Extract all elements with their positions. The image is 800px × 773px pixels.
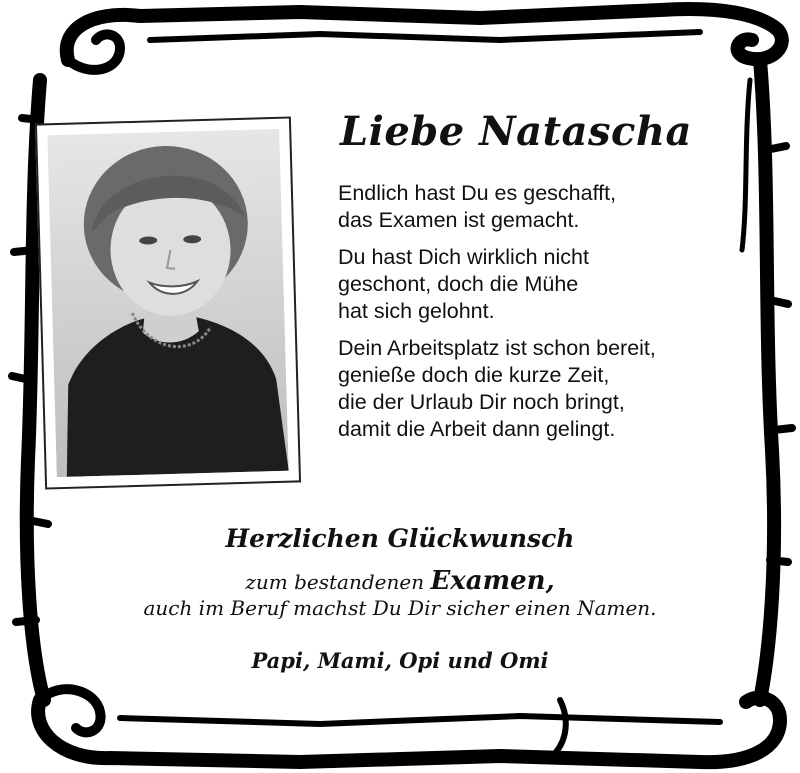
poem-line: damit die Arbeit dann gelingt. <box>338 417 616 441</box>
poem-line: Endlich hast Du es geschafft, <box>338 181 617 205</box>
poem-line: die der Urlaub Dir noch bringt, <box>338 390 625 414</box>
poem-line: hat sich gelohnt. <box>338 299 495 323</box>
portrait-photo <box>47 129 288 477</box>
poem-stanza-2 <box>338 244 738 325</box>
poem <box>338 180 738 453</box>
poem-line: genieße doch die kurze Zeit, <box>338 363 610 387</box>
signature: Papi, Mami, Opi und Omi <box>251 648 549 673</box>
poem-stanza-3 <box>338 335 738 443</box>
poem-line: Dein Arbeitsplatz ist schon bereit, <box>338 336 656 360</box>
occasion-prefix: zum bestandenen <box>245 570 425 594</box>
occasion-word: Examen, <box>430 566 555 596</box>
poem-line: geschont, doch die Mühe <box>338 272 579 296</box>
poem-stanza-1 <box>338 180 738 234</box>
wish-line: auch im Beruf machst Du Dir sicher einen Namen. <box>143 596 657 620</box>
congratulations-heading: Herzlichen Glückwunsch <box>225 524 575 553</box>
greeting-title: Liebe Natascha <box>340 108 692 155</box>
occasion-line <box>0 566 800 596</box>
poem-line: das Examen ist gemacht. <box>338 208 580 232</box>
poem-line: Du hast Dich wirklich nicht <box>338 245 589 269</box>
portrait-photo-frame <box>35 116 301 489</box>
